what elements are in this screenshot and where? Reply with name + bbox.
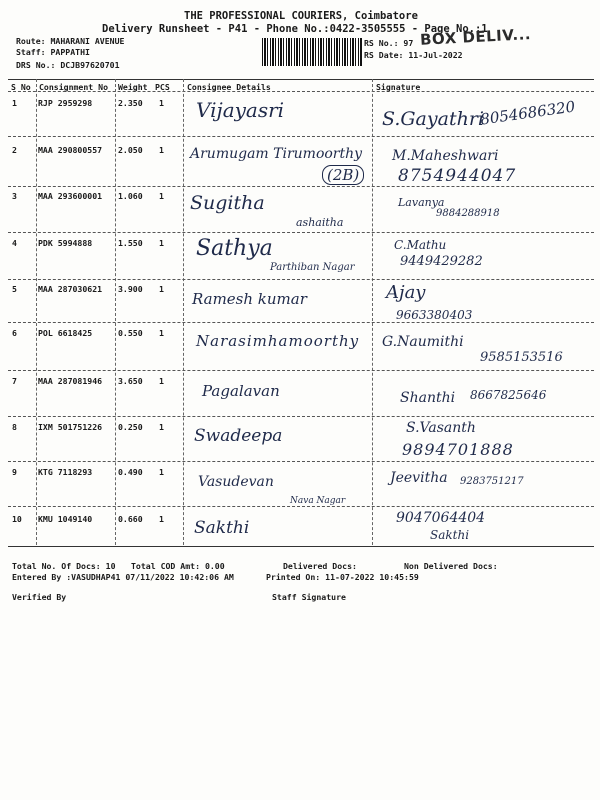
row-divider <box>8 461 594 462</box>
row-signature-phone: 9663380403 <box>396 308 473 322</box>
row-sno: 7 <box>12 376 17 386</box>
staff-label: Staff: PAPPATHI <box>16 47 90 57</box>
row-consignee-name: Sathya <box>196 236 273 261</box>
row-pcs: 1 <box>159 145 164 155</box>
row-weight: 0.660 <box>118 514 143 524</box>
row-sno: 6 <box>12 328 17 338</box>
row-divider <box>8 416 594 417</box>
non-delivered-docs: Non Delivered Docs: <box>404 561 498 571</box>
row-consignment-no: IXM 501751226 <box>38 422 103 432</box>
box-delivery-stamp: BOX DELIV... <box>419 25 532 49</box>
row-signature-phone: 9884288918 <box>436 208 500 219</box>
row-consignee-name: Sakthi <box>194 518 250 538</box>
row-signature: Ajay <box>386 282 426 303</box>
row-divider <box>8 322 594 323</box>
row-pcs: 1 <box>159 284 164 294</box>
row-signature-phone: 9585153516 <box>480 350 563 365</box>
row-weight: 0.550 <box>118 328 143 338</box>
verified-by-label: Verified By <box>12 592 67 602</box>
col-header-weight: Weight <box>118 82 148 92</box>
row-signature: M.Maheshwari <box>392 148 499 164</box>
row-signature-phone: 8054686320 <box>479 97 577 129</box>
row-consignee-name: Vijayasri <box>196 98 285 122</box>
table-top-border <box>8 79 594 80</box>
row-divider <box>8 186 594 187</box>
row-consignment-no: MAA 287081946 <box>38 376 103 386</box>
row-consignment-no: MAA 293600001 <box>38 191 103 201</box>
col-header-signature: Signature <box>376 82 421 92</box>
row-sno: 8 <box>12 422 17 432</box>
col-divider <box>115 79 116 545</box>
total-docs: Total No. Of Docs: 10 <box>12 561 116 571</box>
row-signature: S.Gayathri <box>382 108 484 130</box>
row-sno: 5 <box>12 284 17 294</box>
row-pcs: 1 <box>159 376 164 386</box>
row-consignee-name: Sugitha <box>190 192 265 214</box>
row-consignee-name: Pagalavan <box>202 382 280 400</box>
rs-date: RS Date: 11-Jul-2022 <box>364 50 463 60</box>
row-weight: 2.050 <box>118 145 143 155</box>
row-weight: 0.490 <box>118 467 143 477</box>
row-signature: Shanthi <box>400 390 456 406</box>
row-signature-phone: 9894701888 <box>402 440 514 459</box>
row-signature: C.Mathu <box>394 238 447 252</box>
row-pcs: 1 <box>159 328 164 338</box>
row-signature: G.Naumithi <box>382 334 464 350</box>
row-sno: 9 <box>12 467 17 477</box>
row-sno: 1 <box>12 98 17 108</box>
col-header-pcs: PCS <box>155 82 170 92</box>
row-weight: 0.250 <box>118 422 143 432</box>
row-weight: 3.900 <box>118 284 143 294</box>
row-sno: 10 <box>12 514 22 524</box>
company-title: THE PROFESSIONAL COURIERS, Coimbatore <box>184 10 418 22</box>
row-signature-phone: 9047064404 <box>396 510 486 526</box>
printed-on: Printed On: 11-07-2022 10:45:59 <box>266 572 419 582</box>
row-pcs: 1 <box>159 467 164 477</box>
row-consignee-name: Narasimhamoorthy <box>196 332 360 350</box>
table-bottom-border <box>8 546 594 547</box>
row-signature-phone: 9283751217 <box>460 476 524 487</box>
row-consignee-extra: ashaitha <box>296 216 344 229</box>
row-consignment-no: MAA 287030621 <box>38 284 103 294</box>
row-signature-phone: 9449429282 <box>400 254 483 269</box>
row-sno: 2 <box>12 145 17 155</box>
row-pcs: 1 <box>159 191 164 201</box>
row-consignment-no: POL 6618425 <box>38 328 93 338</box>
row-consignment-no: KTG 7118293 <box>38 467 93 477</box>
row-pcs: 1 <box>159 422 164 432</box>
row-consignee-extra: (2B) <box>322 165 364 185</box>
row-consignee-name: Arumugam Tirumoorthy <box>190 146 363 162</box>
delivered-docs: Delivered Docs: <box>283 561 357 571</box>
col-header-consignment: Consignment No <box>39 82 109 92</box>
row-consignment-no: PDK 5994888 <box>38 238 93 248</box>
runsheet-title: Delivery Runsheet - P41 - Phone No.:0422-3505555 - Page No.:1 <box>102 23 488 35</box>
staff-signature-label: Staff Signature <box>272 592 346 602</box>
barcode <box>262 38 362 66</box>
total-cod-amount: Total COD Amt: 0.00 <box>131 561 225 571</box>
row-sno: 3 <box>12 191 17 201</box>
col-divider <box>183 79 184 545</box>
row-signature: S.Vasanth <box>406 420 476 436</box>
row-divider <box>8 370 594 371</box>
route-label: Route: MAHARANI AVENUE <box>16 36 125 46</box>
row-divider <box>8 232 594 233</box>
row-pcs: 1 <box>159 514 164 524</box>
col-header-sno: S No <box>11 82 31 92</box>
row-signature: Sakthi <box>430 528 470 542</box>
row-consignee-name: Ramesh kumar <box>192 290 307 308</box>
entered-by: Entered By :VASUDHAP41 07/11/2022 10:42:06 AM <box>12 572 234 582</box>
row-weight: 3.650 <box>118 376 143 386</box>
col-divider <box>372 79 373 545</box>
row-consignment-no: RJP 2959298 <box>38 98 93 108</box>
row-signature-phone: 8667825646 <box>470 388 547 402</box>
row-weight: 1.060 <box>118 191 143 201</box>
row-weight: 2.350 <box>118 98 143 108</box>
row-pcs: 1 <box>159 238 164 248</box>
row-pcs: 1 <box>159 98 164 108</box>
row-consignee-extra: Nava Nagar <box>290 496 346 506</box>
row-divider <box>8 506 594 507</box>
row-weight: 1.550 <box>118 238 143 248</box>
rs-number: RS No.: 97 <box>364 38 414 48</box>
row-consignee-extra: Parthiban Nagar <box>270 262 355 273</box>
col-divider <box>36 79 37 545</box>
row-signature: Jeevitha <box>390 470 448 486</box>
col-header-consignee: Consignee Details <box>187 82 271 92</box>
row-consignment-no: MAA 290800557 <box>38 145 103 155</box>
row-divider <box>8 279 594 280</box>
row-consignee-name: Vasudevan <box>198 474 274 490</box>
row-signature-phone: 8754944047 <box>398 166 517 186</box>
row-divider <box>8 136 594 137</box>
row-signature: Lavanya <box>398 196 445 209</box>
drs-number: DRS No.: DCJB97620701 <box>16 60 120 70</box>
row-consignee-name: Swadeepa <box>194 426 283 446</box>
row-consignment-no: KMU 1049140 <box>38 514 93 524</box>
row-sno: 4 <box>12 238 17 248</box>
